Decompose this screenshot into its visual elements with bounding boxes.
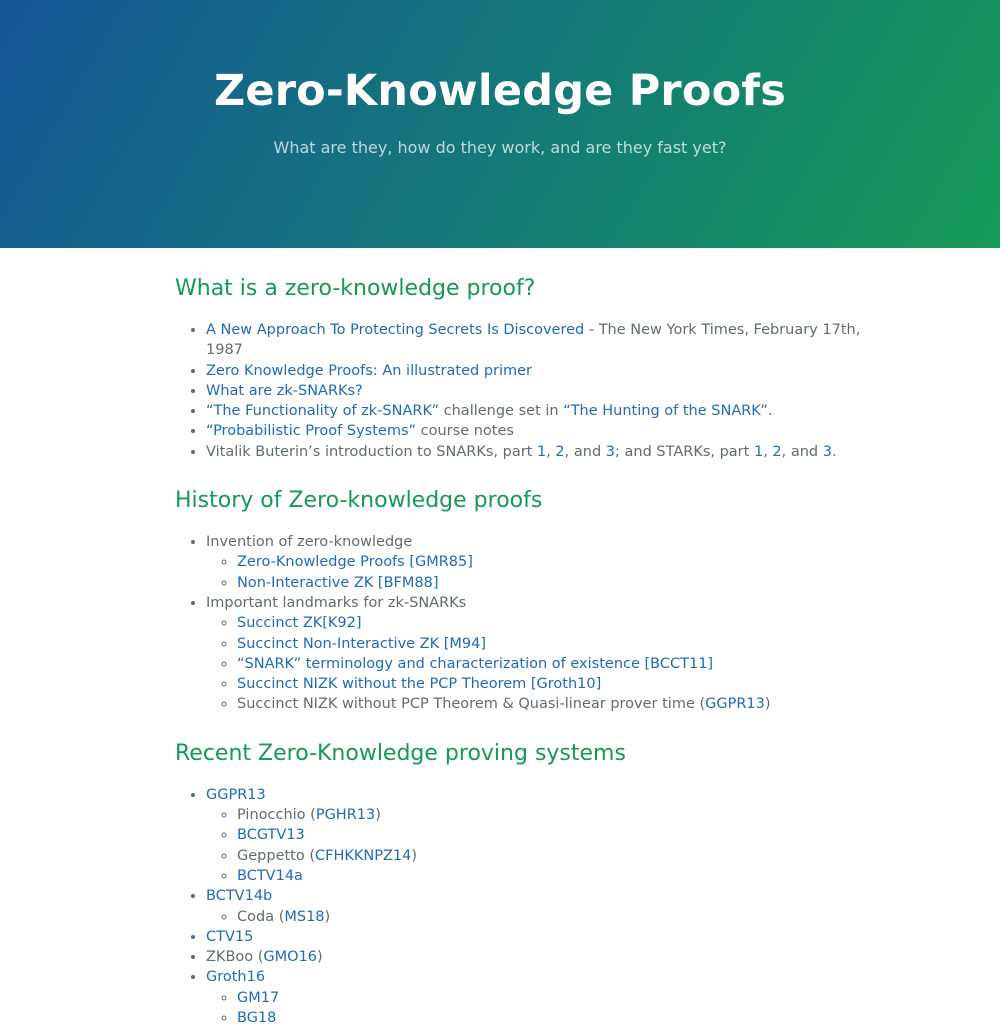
ggpr13-sublist — [206, 805, 875, 886]
list-item — [237, 573, 875, 593]
starks-text: ; and STARKs, part — [615, 443, 754, 460]
separator: , and — [781, 443, 823, 460]
close-paren: ) — [317, 949, 323, 966]
section-heading-history: History of Zero-knowledge proofs — [175, 488, 543, 514]
list-item — [206, 532, 875, 593]
list-item — [206, 442, 875, 462]
section-heading-recent: Recent Zero-Knowledge proving systems — [175, 740, 626, 766]
snarks-part-2-link[interactable]: 2 — [555, 443, 565, 460]
invention-sublist — [206, 552, 875, 593]
gm17-link[interactable]: GM17 — [237, 989, 280, 1006]
starks-part-1-link[interactable]: 1 — [753, 443, 764, 460]
close-paren: ) — [764, 696, 771, 713]
challenge-text: challenge set in — [439, 403, 564, 420]
bfm88-link[interactable]: Non-Interactive ZK [BFM88] — [237, 574, 439, 591]
list-item — [206, 320, 875, 361]
recent-systems-list — [175, 785, 875, 1028]
list-item — [237, 694, 875, 714]
bcct11-link[interactable]: “SNARK” terminology and characterization of existence [BCCT11] — [237, 655, 714, 672]
list-item — [206, 593, 875, 715]
hunting-snark-link[interactable]: “The Hunting of the SNARK” — [563, 403, 768, 420]
list-item — [206, 401, 875, 421]
list-item — [206, 927, 875, 947]
pinocchio-label: Pinocchio ( — [237, 807, 316, 824]
section-heading-what-is: What is a zero-knowledge proof? — [175, 276, 536, 301]
groth16-sublist — [206, 988, 875, 1028]
list-item — [206, 785, 875, 886]
m94-link[interactable]: Succinct Non-Interactive ZK [M94] — [237, 635, 487, 652]
vitalik-intro-text: Vitalik Buterin’s introduction to SNARKs, part — [206, 443, 537, 460]
nyt-source-text: - The New York Times, February 17th, 1987 — [206, 322, 861, 359]
list-item — [206, 381, 875, 401]
ctv15-link[interactable]: CTV15 — [206, 928, 254, 945]
list-item — [237, 654, 875, 674]
quasi-linear-text: Succinct NIZK without PCP Theorem & Quasi-linear prover time ( — [237, 696, 706, 713]
gmo16-link[interactable]: GMO16 — [263, 949, 318, 966]
period-text: . — [831, 443, 837, 460]
page-header — [0, 0, 1000, 248]
separator: , and — [564, 443, 606, 460]
close-paren: ) — [324, 908, 331, 925]
list-item — [206, 361, 875, 381]
invention-label: Invention of zero-knowledge — [206, 534, 413, 551]
zkboo-label: ZKBoo ( — [206, 949, 264, 966]
course-notes-text: course notes — [416, 423, 514, 440]
list-item — [206, 886, 875, 927]
ggpr13-system-link[interactable]: GGPR13 — [206, 786, 266, 803]
landmarks-sublist — [206, 613, 875, 714]
ggpr13-link[interactable]: GGPR13 — [705, 696, 765, 713]
main-content — [175, 248, 875, 1028]
nyt-article-link[interactable]: A New Approach To Protecting Secrets Is Discovered — [206, 322, 585, 338]
list-item — [237, 1008, 875, 1028]
bctv14b-sublist — [206, 907, 875, 927]
snarks-part-3-link[interactable]: 3 — [605, 443, 615, 460]
illustrated-primer-link[interactable]: Zero Knowledge Proofs: An illustrated primer — [206, 362, 533, 379]
list-item — [206, 421, 875, 441]
list-item — [237, 552, 875, 572]
groth10-link[interactable]: Succinct NIZK without the PCP Theorem [Groth10] — [237, 676, 602, 693]
k92-link[interactable]: Succinct ZK[K92] — [237, 615, 362, 632]
project-tagline: What are they, how do they work, and are they fast yet? — [273, 138, 727, 157]
period-text: . — [767, 403, 773, 420]
list-item — [237, 866, 875, 886]
ms18-link[interactable]: MS18 — [284, 908, 325, 925]
bg18-link[interactable]: BG18 — [237, 1010, 277, 1027]
separator: , — [546, 443, 556, 460]
list-item — [237, 613, 875, 633]
starks-part-2-link[interactable]: 2 — [772, 443, 782, 460]
bcgtv13-link[interactable]: BCGTV13 — [237, 827, 305, 844]
cfhkknpz14-link[interactable]: CFHKKNPZ14 — [315, 847, 412, 864]
list-item — [237, 674, 875, 694]
separator: , — [763, 443, 773, 460]
bctv14a-link[interactable]: BCTV14a — [237, 867, 303, 884]
bctv14b-link[interactable]: BCTV14b — [206, 888, 273, 905]
functionality-link[interactable]: “The Functionality of zk-SNARK” — [206, 403, 440, 420]
list-item — [237, 907, 875, 927]
gmr85-link[interactable]: Zero-Knowledge Proofs [GMR85] — [237, 554, 473, 571]
history-list — [175, 532, 875, 715]
list-item — [237, 825, 875, 845]
list-item — [237, 846, 875, 866]
list-item — [237, 805, 875, 825]
what-is-list — [175, 320, 875, 462]
geppetto-label: Geppetto ( — [237, 847, 315, 864]
list-item — [206, 947, 875, 967]
project-title: Zero-Knowledge Proofs — [213, 66, 787, 116]
snarks-part-1-link[interactable]: 1 — [536, 443, 547, 460]
list-item — [237, 988, 875, 1008]
list-item — [237, 634, 875, 654]
landmarks-label: Important landmarks for zk-SNARKs — [206, 594, 467, 611]
list-item — [206, 967, 875, 1028]
groth16-link[interactable]: Groth16 — [206, 969, 266, 986]
probabilistic-proofs-link[interactable]: “Probabilistic Proof Systems” — [206, 423, 417, 440]
starks-part-3-link[interactable]: 3 — [822, 443, 832, 460]
zk-snarks-link[interactable]: What are zk-SNARKs? — [206, 382, 363, 399]
close-paren: ) — [411, 847, 418, 864]
close-paren: ) — [375, 807, 381, 824]
pghr13-link[interactable]: PGHR13 — [315, 807, 376, 824]
coda-label: Coda ( — [237, 908, 285, 925]
